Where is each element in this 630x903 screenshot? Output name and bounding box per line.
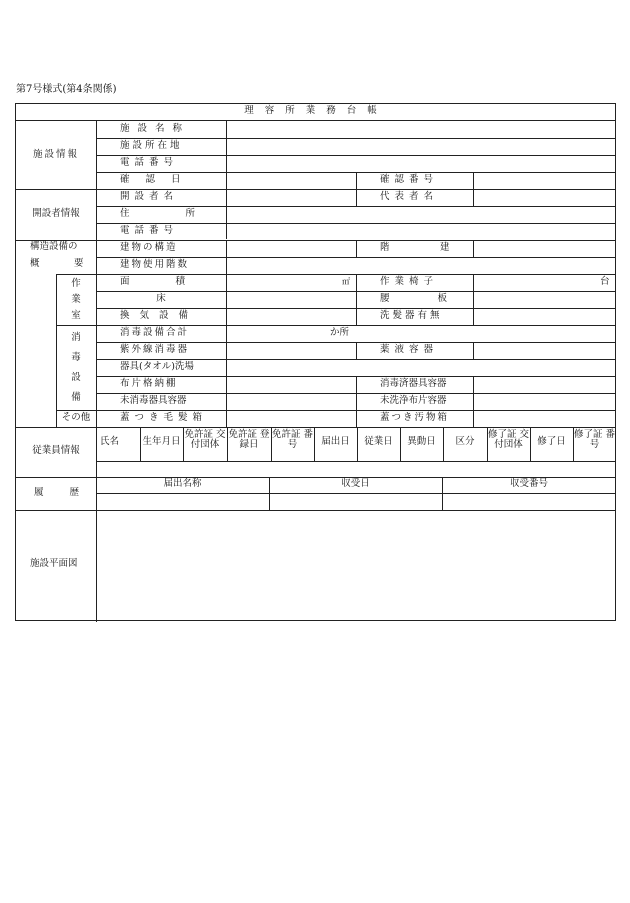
label-founder-address: 住所 <box>120 208 252 219</box>
label-chemical-container: 薬液容器 <box>380 344 439 355</box>
label-representative-name: 代表者名 <box>380 191 439 202</box>
staff-header-license-regdate: 免許証 登録日 <box>228 429 270 451</box>
section-workroom-char: 作 <box>71 277 81 289</box>
section-disinfection <box>56 328 96 408</box>
label-waste-box: 蓋つき汚物箱 <box>380 412 450 423</box>
staff-header-license-issuer: 免許証 交付団体 <box>184 429 226 451</box>
section-structure-line3: 要 <box>74 258 84 269</box>
section-structure-line1: 構造設備の <box>30 241 78 252</box>
label-undisinfected-tool-container: 未消毒器具容器 <box>120 395 187 406</box>
label-facility-name <box>120 124 204 135</box>
label-facility-name-text: 施設名称 <box>120 123 191 134</box>
label-shampoo-basin: 洗髪器有無 <box>380 310 443 321</box>
ledger-title: 理容所業務台帳 <box>244 105 388 116</box>
label-towel-wash: 器具(タオル)洗場 <box>120 361 194 372</box>
label-hair-box: 蓋つき毛髪箱 <box>120 412 208 423</box>
label-building-structure: 建物の構造 <box>120 242 178 253</box>
label-confirm-number: 確認番号 <box>380 174 439 185</box>
section-disinfection-char: 設 <box>71 371 81 383</box>
staff-header-transfer-date: 異動日 <box>407 436 436 447</box>
section-founder: 開設者情報 <box>32 208 80 219</box>
section-disinfection-char: 消 <box>71 331 81 343</box>
label-cloth-shelf: 布片格納棚 <box>120 378 178 389</box>
label-chairs: 作業椅子 <box>380 276 439 287</box>
staff-header-category: 区分 <box>455 436 475 447</box>
section-structure-line2: 概 <box>30 258 40 269</box>
label-area: 面積 <box>120 276 232 287</box>
unit-disinfect-total: か所 <box>330 327 350 338</box>
unit-area: ㎡ <box>342 277 350 286</box>
staff-header-cert-issuer: 修了証 交付団体 <box>487 429 530 451</box>
ledger-table <box>15 103 616 621</box>
label-disinfected-tool-container: 消毒済器具容器 <box>380 378 447 389</box>
label-floors: 階 <box>380 242 390 253</box>
label-uv-sterilizer: 紫外線消毒器 <box>120 344 190 355</box>
staff-header-birthdate: 生年月日 <box>142 436 181 447</box>
section-floor-plan: 施設平面図 <box>30 558 78 569</box>
history-header-receipt-number: 収受番号 <box>509 478 548 489</box>
label-wainscot: 腰板 <box>380 293 496 304</box>
section-workroom-char: 室 <box>71 309 81 321</box>
section-history: 履歴 <box>34 487 106 498</box>
label-unwashed-cloth-container: 未洗浄布片容器 <box>380 395 447 406</box>
section-workroom <box>56 276 96 324</box>
section-facility: 施設情報 <box>32 149 79 160</box>
section-disinfection-char: 毒 <box>71 351 81 363</box>
label-founder-phone: 電話番号 <box>120 225 179 236</box>
label-built: 建 <box>440 242 450 253</box>
section-other: その他 <box>61 412 91 423</box>
section-staff: 従業員情報 <box>32 445 80 456</box>
staff-header-license-number: 免許証 番号 <box>271 429 314 451</box>
label-confirm-date: 確認日 <box>120 174 197 185</box>
label-facility-phone: 電話番号 <box>120 157 179 168</box>
history-header-notice-name: 届出名称 <box>163 478 202 489</box>
form-number: 第7号様式(第4条関係) <box>16 84 117 95</box>
unit-chairs: 台 <box>600 276 610 287</box>
staff-header-name: 氏名 <box>100 436 120 447</box>
label-floor: 床 <box>156 293 166 304</box>
staff-header-completion-date: 修了日 <box>537 436 566 447</box>
staff-header-work-date: 従業日 <box>364 436 393 447</box>
history-header-receipt-date: 収受日 <box>341 478 370 489</box>
label-facility-address: 施設所在地 <box>120 140 183 151</box>
label-ventilation: 換気設備 <box>120 310 199 321</box>
label-disinfect-total: 消毒設備合計 <box>120 327 190 338</box>
label-floors-used: 建物使用階数 <box>120 259 190 270</box>
staff-header-cert-number: 修了証 番号 <box>573 429 616 451</box>
section-workroom-char: 業 <box>71 293 81 305</box>
section-disinfection-char: 備 <box>71 391 81 403</box>
staff-header-notify-date: 届出日 <box>321 436 350 447</box>
label-founder-name: 開設者名 <box>120 191 179 202</box>
